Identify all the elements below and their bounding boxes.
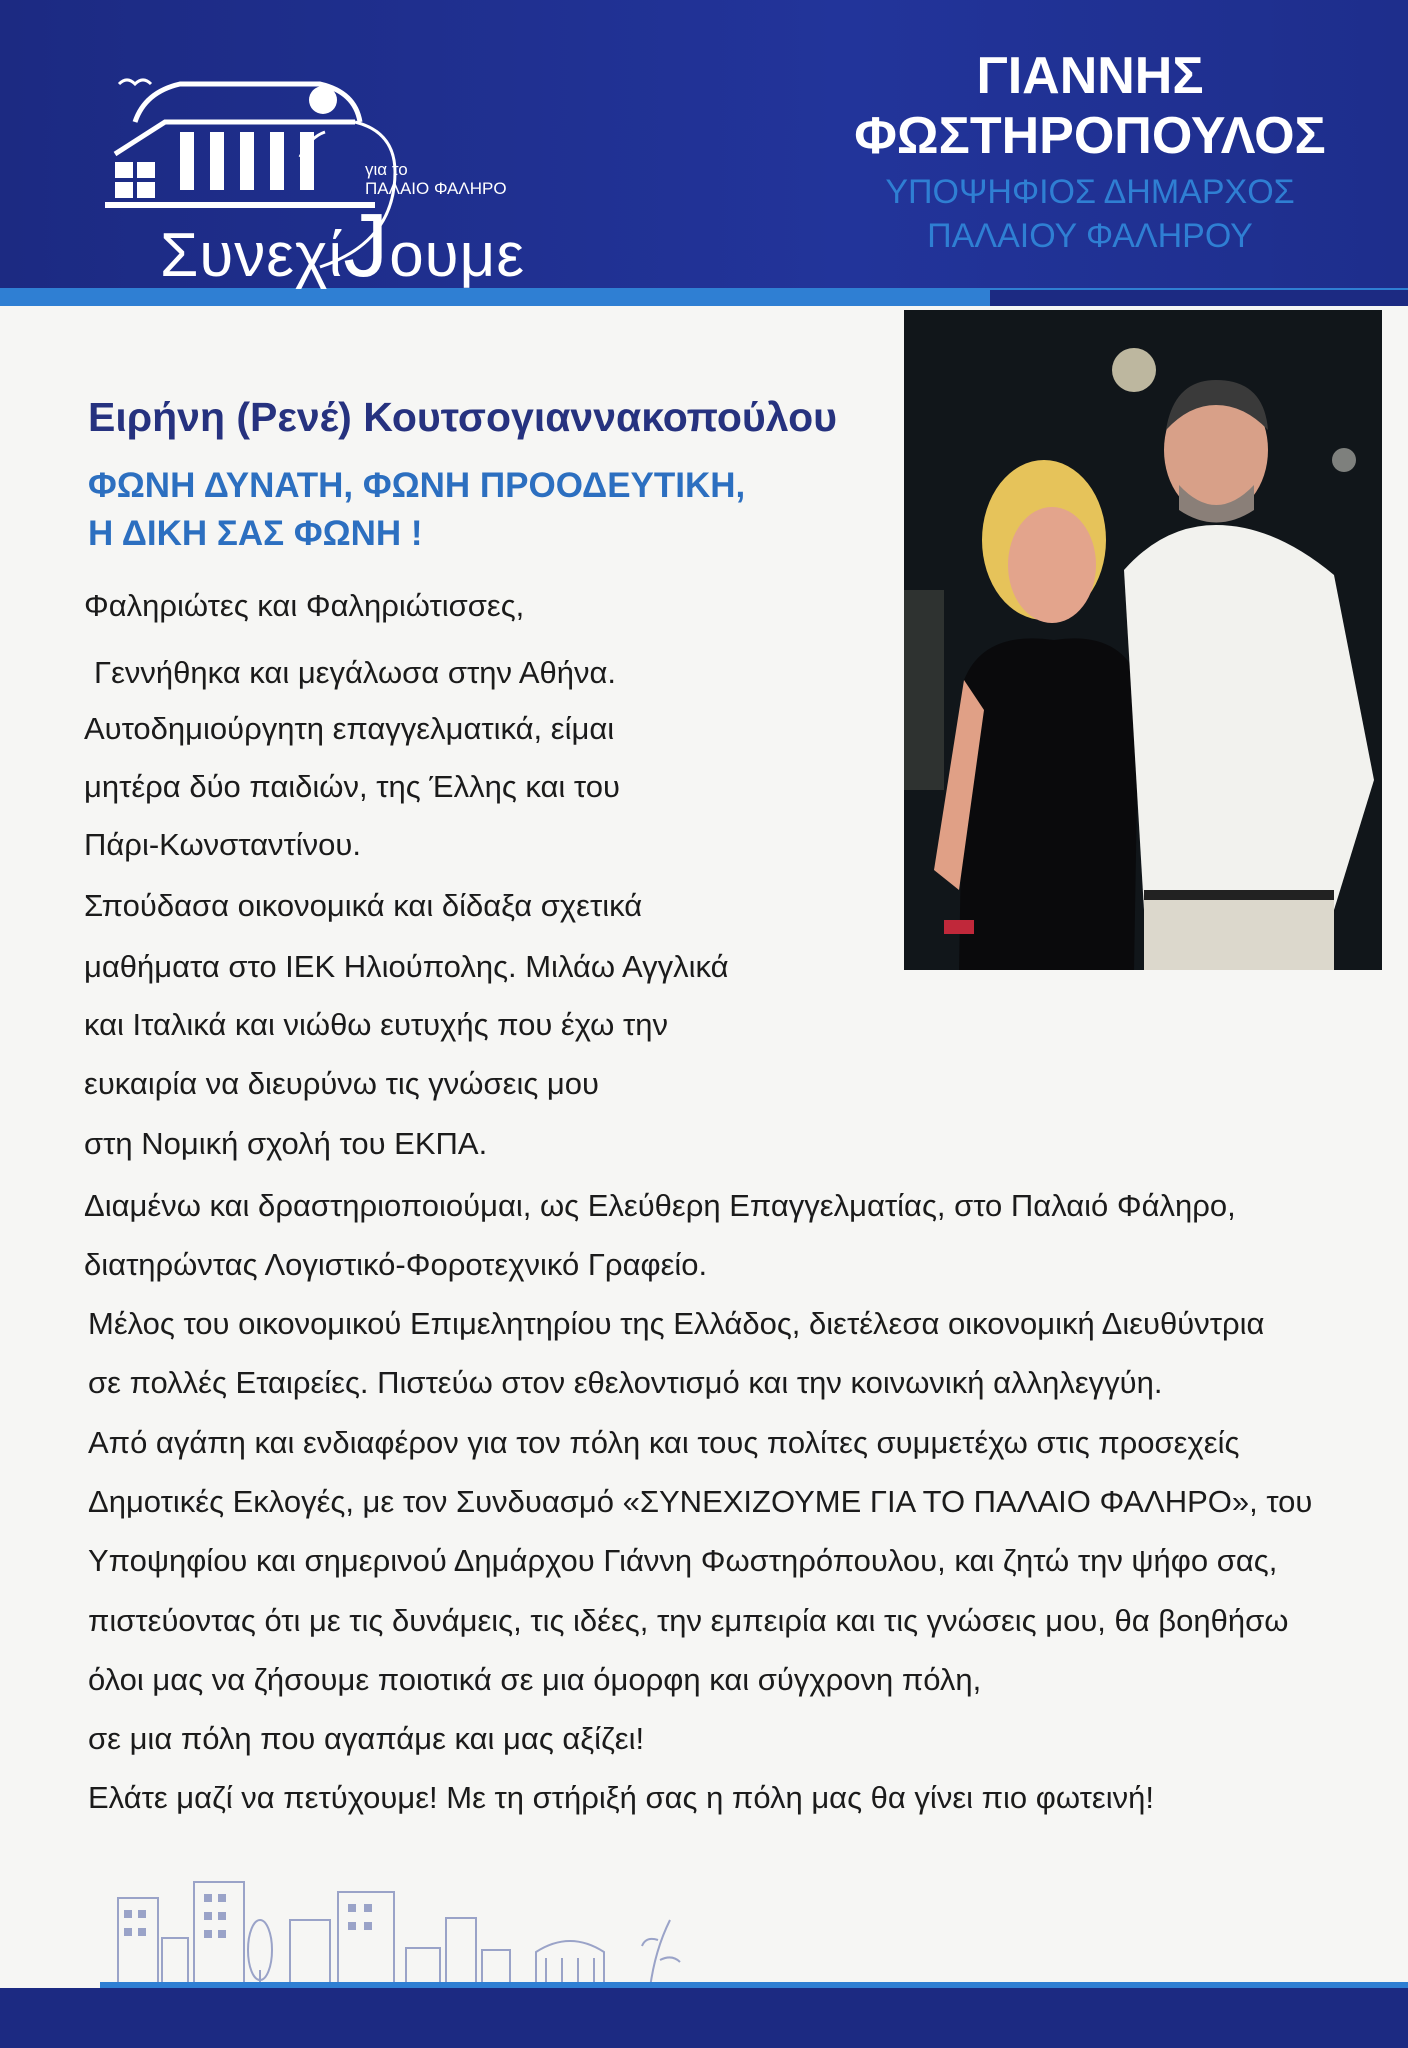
building-icon <box>162 1938 188 1988</box>
building-icon <box>290 1920 330 1988</box>
logo-tagline-line2: ΠΑΛΑΙΟ ΦΑΛΗΡΟ <box>365 179 507 198</box>
body-line: και Ιταλικά και νιώθω ευτυχής που έχω την <box>84 1007 668 1042</box>
body-line: Ελάτε μαζί να πετύχουμε! Με τη στήριξή σας η πόλη μας θα γίνει πιο φωτεινή! <box>88 1780 1154 1815</box>
body-line: Φαληριώτες και Φαληριώτισσες, <box>84 588 525 623</box>
body-line: πιστεύοντας ότι με τις δυνάμεις, τις ιδέες, την εμπειρία και τις γνώσεις μου, θα βοηθήσω <box>88 1603 1289 1638</box>
slogan <box>88 462 745 558</box>
body-line: Δημοτικές Εκλογές, με τον Συνδυασμό «ΣΥΝΕΧΙΖΟΥΜΕ ΓΙΑ ΤΟ ΠΑΛΑΙΟ ΦΑΛΗΡΟ», του <box>88 1484 1313 1519</box>
candidate-first-name: ΓΙΑΝΝΗΣ <box>976 47 1204 105</box>
body-line: Υποψηφίου και σημερινού Δημάρχου Γιάννη Φωστηρόπουλου, και ζητώ την ψήφο σας, <box>88 1543 1278 1578</box>
logo-sun <box>309 86 337 114</box>
logo-window <box>137 162 155 178</box>
woman-face <box>1008 507 1096 623</box>
logo-tagline <box>365 160 507 198</box>
body-line: Μέλος του οικονομικού Επιμελητηρίου της Ελλάδος, διετέλεσα οικονομική Διευθύντρια <box>88 1306 1265 1341</box>
candidate-role <box>800 170 1380 258</box>
body-line: Σπούδασα οικονομικά και δίδαξα σχετικά <box>84 888 643 923</box>
logo-tagline-line1: για το <box>365 160 408 179</box>
logo-window <box>115 162 133 178</box>
sprout-icon <box>650 1920 670 1988</box>
body-line: στη Νομική σχολή του ΕΚΠΑ. <box>84 1126 488 1161</box>
slogan-line2: Η ΔΙΚΗ ΣΑΣ ΦΩΝΗ ! <box>88 514 423 553</box>
header-accent-stripe-dark <box>990 290 1408 306</box>
candidate-council-name: Ειρήνη (Ρενέ) Κουτσογιαννακοπούλου <box>88 394 837 440</box>
logo-window <box>137 182 155 198</box>
woman-dress <box>959 638 1139 970</box>
candidate-last-name: ΦΩΣΤΗΡΟΠΟΥΛΟΣ <box>854 107 1326 165</box>
logo-roof-line <box>115 122 355 154</box>
logo-column <box>270 132 284 190</box>
body-line: Από αγάπη και ενδιαφέρον για τον πόλη και τους πολίτες συμμετέχω στις προσεχείς <box>88 1425 1240 1460</box>
body-line: Γεννήθηκα και μεγάλωσα στην Αθήνα. <box>94 655 617 690</box>
logo-column <box>240 132 254 190</box>
candidates-photo <box>904 310 1382 970</box>
bird-icon <box>119 80 151 84</box>
slogan-line1: ΦΩΝΗ ΔΥΝΑΤΗ, ΦΩΝΗ ΠΡΟΟΔΕΥΤΙΚΗ, <box>88 466 746 505</box>
body-line: όλοι μας να ζήσουμε ποιοτικά σε μια όμορφη και σύγχρονη πόλη, <box>88 1662 982 1697</box>
logo-window <box>115 182 133 198</box>
body-line: Διαμένω και δραστηριοποιούμαι, ως Ελεύθερη Επαγγελματίας, στο Παλαιό Φάληρο, <box>84 1188 1236 1223</box>
body-line: μητέρα δύο παιδιών, της Έλλης και του <box>84 769 620 804</box>
logo-wordmark: ΣυνεχίJουμε <box>160 196 525 296</box>
logo-column <box>210 132 224 190</box>
body-line: ευκαιρία να διευρύνω τις γνώσεις μου <box>84 1066 599 1101</box>
body-line: σε πολλές Εταιρείες. Πιστεύω στον εθελοντισμό και την κοινωνική αλληλεγγύη. <box>88 1365 1163 1400</box>
body-line: Πάρι-Κωνσταντίνου. <box>84 827 361 862</box>
body-line: σε μια πόλη που αγαπάμε και μας αξίζει! <box>88 1721 645 1756</box>
body-line: διατηρώντας Λογιστικό-Φοροτεχνικό Γραφείο. <box>84 1247 708 1282</box>
footer-banner <box>0 1988 1408 2048</box>
body-line: μαθήματα στο ΙΕΚ Ηλιούπολης. Μιλάω Αγγλικά <box>84 949 729 984</box>
building-icon <box>446 1918 476 1988</box>
city-skyline-illustration <box>110 1870 710 1988</box>
body-line: Αυτοδημιούργητη επαγγελματικά, είμαι <box>84 711 615 746</box>
logo-column <box>180 132 194 190</box>
candidate-role-line2: ΠΑΛΑΙΟΥ ΦΑΛΗΡΟΥ <box>927 217 1253 255</box>
candidate-role-line1: ΥΠΟΨΗΦΙΟΣ ΔΗΜΑΡΧΟΣ <box>885 173 1295 211</box>
candidate-name <box>800 46 1380 166</box>
